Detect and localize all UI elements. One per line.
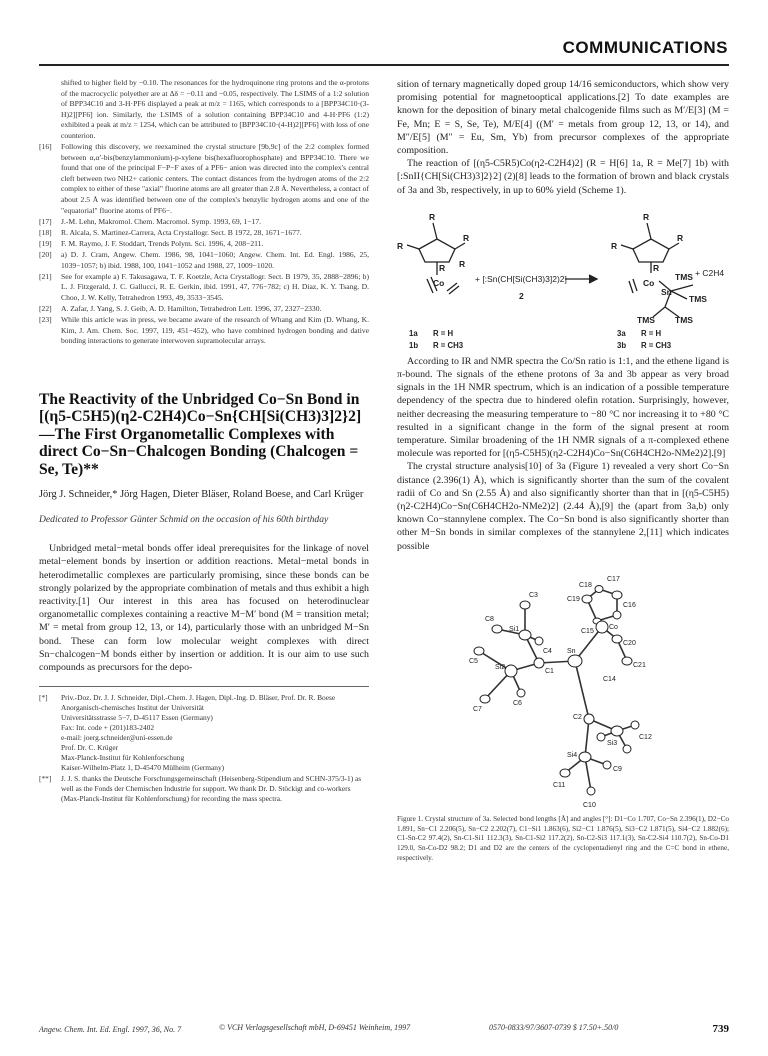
reference-text: While this article was in press, we became aware of the research of Whang and Kim (D. Whang, K. Kim, J. Am. Chem. Soc. 1997, 119, 451−452), who have combined hydrogen bonding and dative bonding interactions to generate interwoven supramolecular arrays. [61, 315, 369, 346]
footnote-line: Universitätsstrasse 5−7, D-45117 Essen (Germany) [61, 712, 213, 722]
tms-label: TMS [637, 314, 655, 323]
author-list: Jörg J. Schneider,* Jörg Hagen, Dieter Bläser, Roland Boese, and Carl Krüger [39, 489, 364, 501]
footnote-item [39, 774, 369, 804]
reference-item [39, 78, 369, 142]
body-text-right-bottom [397, 355, 729, 553]
atom-label: Si2 [495, 663, 506, 671]
reference-text: Following this discovery, we reexamined the crystal structure [9b,9c] of the 2:2 complex formed between α,α′-bis(benzylammonium)-p-xylene bis(hexafluorophosphate) and BPP34C10. There we found that one of the principal F−P−F axes of a PF6− anion was directed into the complex's central cleft between two NH2+ cationic centers. The contact distances from the hydrogen atoms of the 2:2 complex to either of these "axial" fluorine atoms are all greater than 2.8 Å. Nevertheless, a contact of about 2.5 Å was identified between one of the complex's benzylic hydrogen atoms and one of the "equatorial" fluorine atoms of PF6−. [61, 142, 369, 215]
section-title: COMMUNICATIONS [562, 38, 728, 57]
atom-label: Sn [567, 647, 576, 655]
paragraph: Unbridged metal−metal bonds offer ideal prerequisites for the linkage of novel metal−element bonds by insertion or addition reactions. Metal−metal bonds in heterodimetallic complexes are particularly promising, since these bonds can be strongly polarized by the appropriate combination of metals and thus exhibit a high reactivity.[1] Our interest in this area has focused on heterodinuclear organometallic complexes containing a reactive M−M′ bond (M = transition metal; M′ = metal from group 12, 13, or 14), particularly those with an unbridged M−Sn bond. These can form low molecular weight complexes with direct Sn−chalcogen−M bonds either by insertion or addition. It is our aim to use such compounds as precursors for the depo- [39, 543, 369, 673]
atom-label: C8 [485, 615, 494, 623]
scheme-drawing [397, 207, 729, 323]
issn-code: 0570-0833/97/3607-0739 $ 17.50+.50/0 [489, 1023, 619, 1032]
reference-item [39, 272, 369, 304]
atom-label: Si3 [607, 739, 618, 747]
compound-id: 1a [409, 328, 418, 338]
atom-label: C20 [623, 639, 636, 647]
footnote-line: Max-Planck-Institut für Kohlenforschung [61, 752, 185, 762]
crystal-structure-ortep [467, 559, 667, 811]
body-text-left [39, 542, 369, 674]
reference-number: [16] [39, 142, 52, 152]
atom-label: C2 [573, 713, 582, 721]
reference-number: [19] [39, 238, 52, 248]
paragraph: The crystal structure analysis[10] of 3a (Figure 1) revealed a very short Co−Sn distance (2.396(1) Å), which is significantly shorter than the sum of the covalent radii of Co and Sn (2.55 Å) and also significantly shorter than that in [(η5-C5H5)(η2-C2H4)Co−Sn(C6H4CH2o-NMe2)2] (2.44 Å),[9] the (apart from 3a,b) only known Co−stannylene complex. The Co−Sn bond is also significantly shorter than other M−Sn bonds in similar complexes of the stannylene 2,[11] which indicates possible [397, 461, 729, 552]
reference-number: [22] [39, 303, 52, 313]
reference-number [39, 78, 61, 142]
footnote-line: Anorganisch-chemisches Institut der Universität [61, 702, 204, 712]
r-substituent-label: R [397, 240, 404, 251]
reagent-label: + [:Sn(CH[Si(CH3)3]2)2] [475, 273, 567, 284]
footnote-line: Kaiser-Wilhelm-Platz 1, D-45470 Mülheim (Germany) [61, 762, 225, 772]
footnote-mark: [*] [39, 692, 48, 702]
r-substituent-label: R [459, 258, 466, 269]
compound-definition: R = CH3 [433, 340, 464, 350]
page-number: 739 [712, 1023, 729, 1035]
tin-label: Sn [661, 286, 672, 297]
compound-definition: R = H [433, 328, 454, 338]
atom-label: C9 [613, 765, 622, 773]
reference-item [39, 239, 369, 250]
r-substituent-label: R [643, 211, 650, 222]
reference-text: A. Zafar, J. Yang, S. J. Geib, A. D. Hamilton, Tetrahedron Lett. 1996, 37, 2327−2330. [61, 303, 322, 313]
publisher-notice: © VCH Verlagsgesellschaft mbH, D-69451 Weinheim, 1997 [219, 1023, 411, 1032]
footnotes [39, 693, 369, 804]
atom-label: C16 [623, 601, 636, 609]
reference-text: See for example a) F. Takusagawa, T. F. Koetzle, Acta Crystallogr. Sect. B 1979, 35, 2888−2896; b) L. J. Fitzgerald, J. C. Gallucci, R. E. Gerkin, ibid. 1991, 47, 776−782; c) H. Diaz, K. Y. Tsang, D. Choo, J. W. Kelly, Tetrahedron 1993, 49, 3533−3545. [61, 271, 369, 302]
reference-text: J.-M. Lehn, Makromol. Chem. Macromol. Symp. 1993, 69, 1−17. [61, 216, 262, 226]
atom-label: C3 [529, 591, 538, 599]
atom-label: C4 [543, 647, 552, 655]
tms-label: TMS [675, 314, 693, 323]
figure-1 [397, 559, 729, 811]
cyclopentadienyl-ring [419, 239, 455, 262]
byproduct-label: + C2H4 [695, 267, 725, 278]
atom-label: C14 [603, 675, 616, 683]
reference-item [39, 228, 369, 239]
figure-caption: Figure 1. Crystal structure of 3a. Selected bond lengths [Å] and angles [°]: D1−Co 1.707, Co−Sn 2.396(1), D2−Co 1.891, Sn−C1 2.206(5), Sn−C2 2.202(7), C1−Si1 1.863(6), Si2−C1 1.876(5), Si3−C2 1.871(5), Si4−C2 1.882(6); C1-Sn-C2 97.4(2), Sn-C1-Si1 112.3(3), Sn-C1-Si2 117.2(2), Sn-C2-Si3 117.1(3), Sn-C2-Si4 110.7(2), Sn-Co-D1 129.0, Sn-Co-D2 98.2; D1 and D2 are the centers of the cyclopentadienyl ring and the C=C bond in ethene, respectively. [397, 814, 729, 863]
r-substituent-label: R [439, 262, 446, 273]
atom-label: C1 [545, 667, 554, 675]
atom-label: C11 [553, 781, 566, 789]
footnote-email[interactable]: e-mail: joerg.schneider@uni-essen.de [61, 732, 173, 742]
references-list [39, 78, 369, 347]
r-substituent-label: R [429, 211, 436, 222]
cyclopentadienyl-ring [633, 239, 669, 262]
dedication: Dedicated to Professor Günter Schmid on the occasion of his 60th birthday [39, 513, 329, 525]
compound-id: 1b [409, 340, 419, 350]
cobalt-label: Co [433, 277, 445, 288]
atom-label: C12 [639, 733, 652, 741]
reference-text: shifted to higher field by −0.10. The resonances for the hydroquinone ring protons and the α-protons of the macrocyclic polyether are at Δδ = −0.11 and −0.05, respectively. The LSIMS of a 1:2 solution of BPP34C10 and 3-H·PF6 displayed a peak at m/z = 1165, which corresponds to a [BPP34C10·(3-H)2][PF6] ion. Similarly, the LSIMS of a solution containing BPP34C10 and 4-H·PF6 (1:2) exhibited a peak at m/z = 1254, which can be attributed to [BPP34C10·(4-H)2][PF6] with loss of one counterion. [61, 78, 369, 140]
atom-label: Co [609, 623, 618, 631]
atom-label: C10 [583, 801, 596, 809]
footnote-line: Priv.-Doz. Dr. J. J. Schneider, Dipl.-Chem. J. Hagen, Dipl.-Ing. D. Bläser, Prof. Dr. R. Boese [61, 692, 336, 702]
atom-label: C19 [567, 595, 580, 603]
header-rule [39, 64, 729, 66]
paragraph: According to IR and NMR spectra the Co/Sn ratio is 1:1, and the ethene ligand is π-bound. The signals of the ethene protons of 3a and 3b appear as very broad signals in the 1H NMR spectrum, which is an indication of a possible temperature dependency of the spectra due to hindered olefin rotation. Surprisingly, however, neither decreasing the measuring temperature to −80 °C nor increasing it to +80 °C resulted in a significant change in the form of the signal present at room temperature. Similar broadening of the 1H NMR signals of a π-complexed ethene molecule was reported for [(η5-C5H5)(η2-C2H4)Co−Sn(C6H4CH2o-NMe2)2].[9] [397, 355, 729, 460]
reference-number: [21] [39, 271, 52, 281]
scheme-1 [397, 207, 729, 350]
atom-label: C6 [513, 699, 522, 707]
tms-label: TMS [675, 271, 693, 282]
atom-label: C17 [607, 575, 620, 583]
journal-citation: Angew. Chem. Int. Ed. Engl. 1997, 36, No. 7 [39, 1025, 182, 1034]
r-substituent-label: R [653, 262, 660, 273]
atom-label: Si4 [567, 751, 578, 759]
tms-label: TMS [689, 293, 707, 304]
atom-label: C7 [473, 705, 482, 713]
footnote-line: Fax: Int. code + (201)183-2402 [61, 722, 155, 732]
atom-label: C15 [581, 627, 594, 635]
reagent-number: 2 [519, 290, 524, 301]
footnote-line: J. J. S. thanks the Deutsche Forschungsgemeinschaft (Heisenberg-Stipendium and SCHN-375/3-1) as well as the Fonds der Chemischen Industrie for support. We thank Dr. D. Stöckigt and co-workers (Max-Planck-Institut für Kohlenforschung) for recording the mass spectra. [61, 773, 362, 803]
reference-number: [17] [39, 216, 52, 226]
r-substituent-label: R [677, 232, 684, 243]
reference-text: a) D. J. Cram, Angew. Chem. 1986, 98, 1041−1060; Angew. Chem. Int. Ed. Engl. 1986, 25, 1039−1057; b) ibid. 1988, 100, 1041−1052 and 1988, 27, 1009−1020. [61, 250, 369, 270]
reference-number: [20] [39, 250, 52, 259]
reference-text: R. Alcala, S. Martinez-Carrera, Acta Crystallogr. Sect. B 1972, 28, 1671−1677. [61, 227, 302, 237]
r-substituent-label: R [463, 232, 470, 243]
reference-item [39, 304, 369, 315]
footnote-mark: [**] [39, 773, 52, 783]
cobalt-label: Co [643, 277, 655, 288]
atom-label: C21 [633, 661, 646, 669]
footnote-item [39, 693, 369, 773]
reference-number: [23] [39, 315, 52, 325]
paragraph: The reaction of [(η5-C5R5)Co(η2-C2H4)2] (R = H[6] 1a, R = Me[7] 1b) with [:SnII{CH[Si(CH3)3]2}2] (2)[8] leads to the formation of brown and black crystals of 3a and 3b, respectively, in up to 60% yield (Scheme 1). [397, 158, 729, 196]
footnote-line: Prof. Dr. C. Krüger [61, 742, 119, 752]
atom-label: C18 [579, 581, 592, 589]
reference-item [39, 315, 369, 347]
page-footer [39, 1023, 729, 1035]
reference-item [39, 217, 369, 228]
article-title: The Reactivity of the Unbridged Co−Sn Bond in [(η5-C5H5)(η2-C2H4)Co−Sn{CH[Si(CH3)3]2}2]—The First Organometallic Complexes with direct Co−Sn−Chalcogen Bonding (Chalcogen = Se, Te)** [39, 390, 362, 478]
compound-id: 3b [617, 340, 627, 350]
reference-number: [18] [39, 227, 52, 237]
r-substituent-label: R [611, 240, 618, 251]
reference-item [39, 142, 369, 216]
left-column [39, 78, 369, 805]
atom-label: Si1 [509, 625, 520, 633]
right-column [397, 78, 729, 864]
compound-id: 3a [617, 328, 626, 338]
compound-definition: R = H [641, 328, 662, 338]
footnote-rule [39, 686, 369, 687]
compound-definition: R = CH3 [641, 340, 672, 350]
paragraph: sition of ternary magnetically doped group 14/16 semiconductors, which show very promising potential for magnetooptical applications.[2] To date examples are known for the deposition of binary metal chalcogenide films such as M′/E[3] (M = Fe, Mn; E = S, Se, Te), M/E[4] ((M′ = metals from group 12, 13, or 14), and M″/E[5] (M″ = Eu, Sm, Yb) from precursor complexes of the appropriate composition. [397, 79, 729, 157]
body-text-right-top [397, 78, 729, 197]
reference-item [39, 250, 369, 271]
reference-text: F. M. Raymo, J. F. Stoddart, Trends Polym. Sci. 1996, 4, 208−211. [61, 238, 264, 248]
atom-label: C5 [469, 657, 478, 665]
